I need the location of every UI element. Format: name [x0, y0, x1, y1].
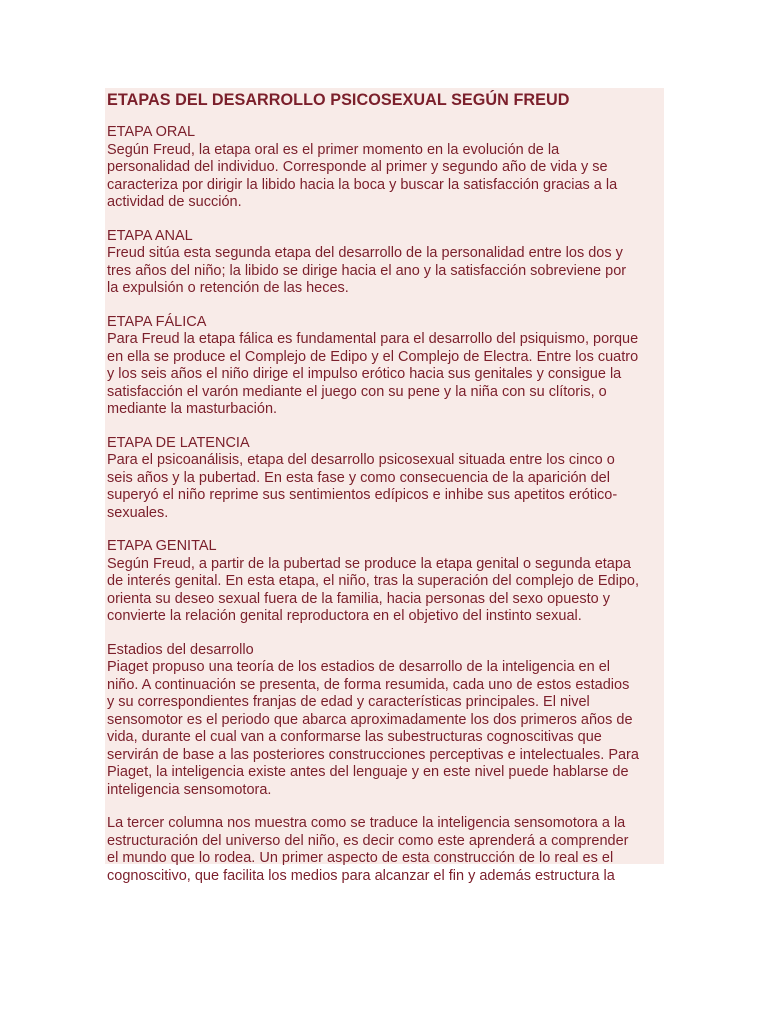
text-line: Piaget, la inteligencia existe antes del lenguaje y en este nivel puede hablarse de	[107, 764, 629, 780]
text-line: orienta su deseo sexual fuera de la familia, hacia personas del sexo opuesto y	[107, 590, 610, 607]
section-heading: ETAPA ORAL	[107, 124, 196, 140]
section-body	[107, 331, 662, 419]
text-line: Piaget propuso una teoría de los estadios de desarrollo de la inteligencia en el	[107, 659, 611, 675]
text-line: servirán de base a las posteriores construcciones perceptivas e intelectuales. Para	[107, 746, 639, 763]
text-line: niño. A continuación se presenta, de forma resumida, cada uno de estos estadios	[107, 676, 630, 693]
text-line: Según Freud, la etapa oral es el primer momento en la evolución de la	[107, 141, 560, 158]
text-line: satisfacción el varón mediante el juego con su pene y la niña con su clítoris, o	[107, 383, 607, 400]
section-heading: Estadios del desarrollo	[107, 641, 254, 658]
text-line: vida, durante el cual van a conformarse las subestructuras cognoscitivas que	[107, 729, 602, 745]
section-etapa-falica	[107, 314, 662, 419]
text-line: sexuales.	[107, 504, 169, 521]
section-etapa-genital	[107, 538, 662, 626]
text-line: mediante la masturbación.	[107, 401, 278, 417]
section-estadios-desarrollo	[107, 642, 662, 800]
text-line: en ella se produce el Complejo de Edipo y el Complejo de Electra. Entre los cuatro	[107, 348, 639, 365]
section-body	[107, 815, 662, 885]
text-line: de interés genital. En esta etapa, el niño, tras la superación del complejo de Edipo,	[107, 573, 640, 589]
section-body	[107, 556, 662, 626]
text-line: Para el psicoanálisis, etapa del desarrollo psicosexual situada entre los cinco o	[107, 452, 615, 468]
text-line: tres años del niño; la libido se dirige hacia el ano y la satisfacción sobreviene por	[107, 262, 627, 279]
text-line: seis años y la pubertad. En esta fase y como consecuencia de la aparición del	[107, 469, 610, 486]
section-body	[107, 659, 662, 799]
text-line: Freud sitúa esta segunda etapa del desarrollo de la personalidad entre los dos y	[107, 245, 623, 261]
section-body	[107, 245, 662, 298]
text-line: y los seis años el niño dirige el impulso erótico hacia sus genitales y consigue la	[107, 366, 622, 382]
text-line: el mundo que lo rodea. Un primer aspecto de esta construcción de lo real es el	[107, 850, 614, 866]
section-etapa-oral	[107, 124, 662, 212]
text-line: Para Freud la etapa fálica es fundamental para el desarrollo del psiquismo, porque	[107, 331, 639, 347]
text-line: actividad de succión.	[107, 194, 242, 210]
text-line: convierte la relación genital reproductora en el objetivo del instinto sexual.	[107, 608, 582, 624]
document-title: ETAPAS DEL DESARROLLO PSICOSEXUAL SEGÚN FREUD	[107, 91, 570, 109]
text-line: personalidad del individuo. Corresponde al primer y segundo año de vida y se	[107, 159, 608, 175]
text-line: Según Freud, a partir de la pubertad se produce la etapa genital o segunda etapa	[107, 555, 631, 572]
section-heading: ETAPA DE LATENCIA	[107, 434, 250, 451]
section-heading: ETAPA GENITAL	[107, 538, 217, 554]
document-page	[105, 88, 664, 884]
section-etapa-latencia	[107, 435, 662, 523]
section-body	[107, 452, 662, 522]
section-heading: ETAPA FÁLICA	[107, 313, 207, 330]
text-line: superyó el niño reprime sus sentimientos edípicos e inhibe sus apetitos erótico-	[107, 487, 618, 503]
text-line: la expulsión o retención de las heces.	[107, 280, 349, 296]
text-line: estructuración del universo del niño, es decir como este aprenderá a comprender	[107, 832, 629, 849]
text-line: cognoscitivo, que facilita los medios para alcanzar el fin y además estructura la	[107, 867, 615, 884]
section-heading: ETAPA ANAL	[107, 227, 193, 244]
text-line: caracteriza por dirigir la libido hacia la boca y buscar la satisfacción gracias a la	[107, 176, 618, 193]
section-body	[107, 142, 662, 212]
text-line: inteligencia sensomotora.	[107, 781, 272, 798]
text-line: sensomotor es el periodo que abarca aproximadamente los dos primeros años de	[107, 711, 633, 728]
text-line: La tercer columna nos muestra como se traduce la inteligencia sensomotora a la	[107, 815, 626, 831]
section-tercer-columna	[107, 815, 662, 885]
section-etapa-anal	[107, 228, 662, 298]
text-line: y su correspondientes franjas de edad y características principales. El nivel	[107, 694, 590, 710]
